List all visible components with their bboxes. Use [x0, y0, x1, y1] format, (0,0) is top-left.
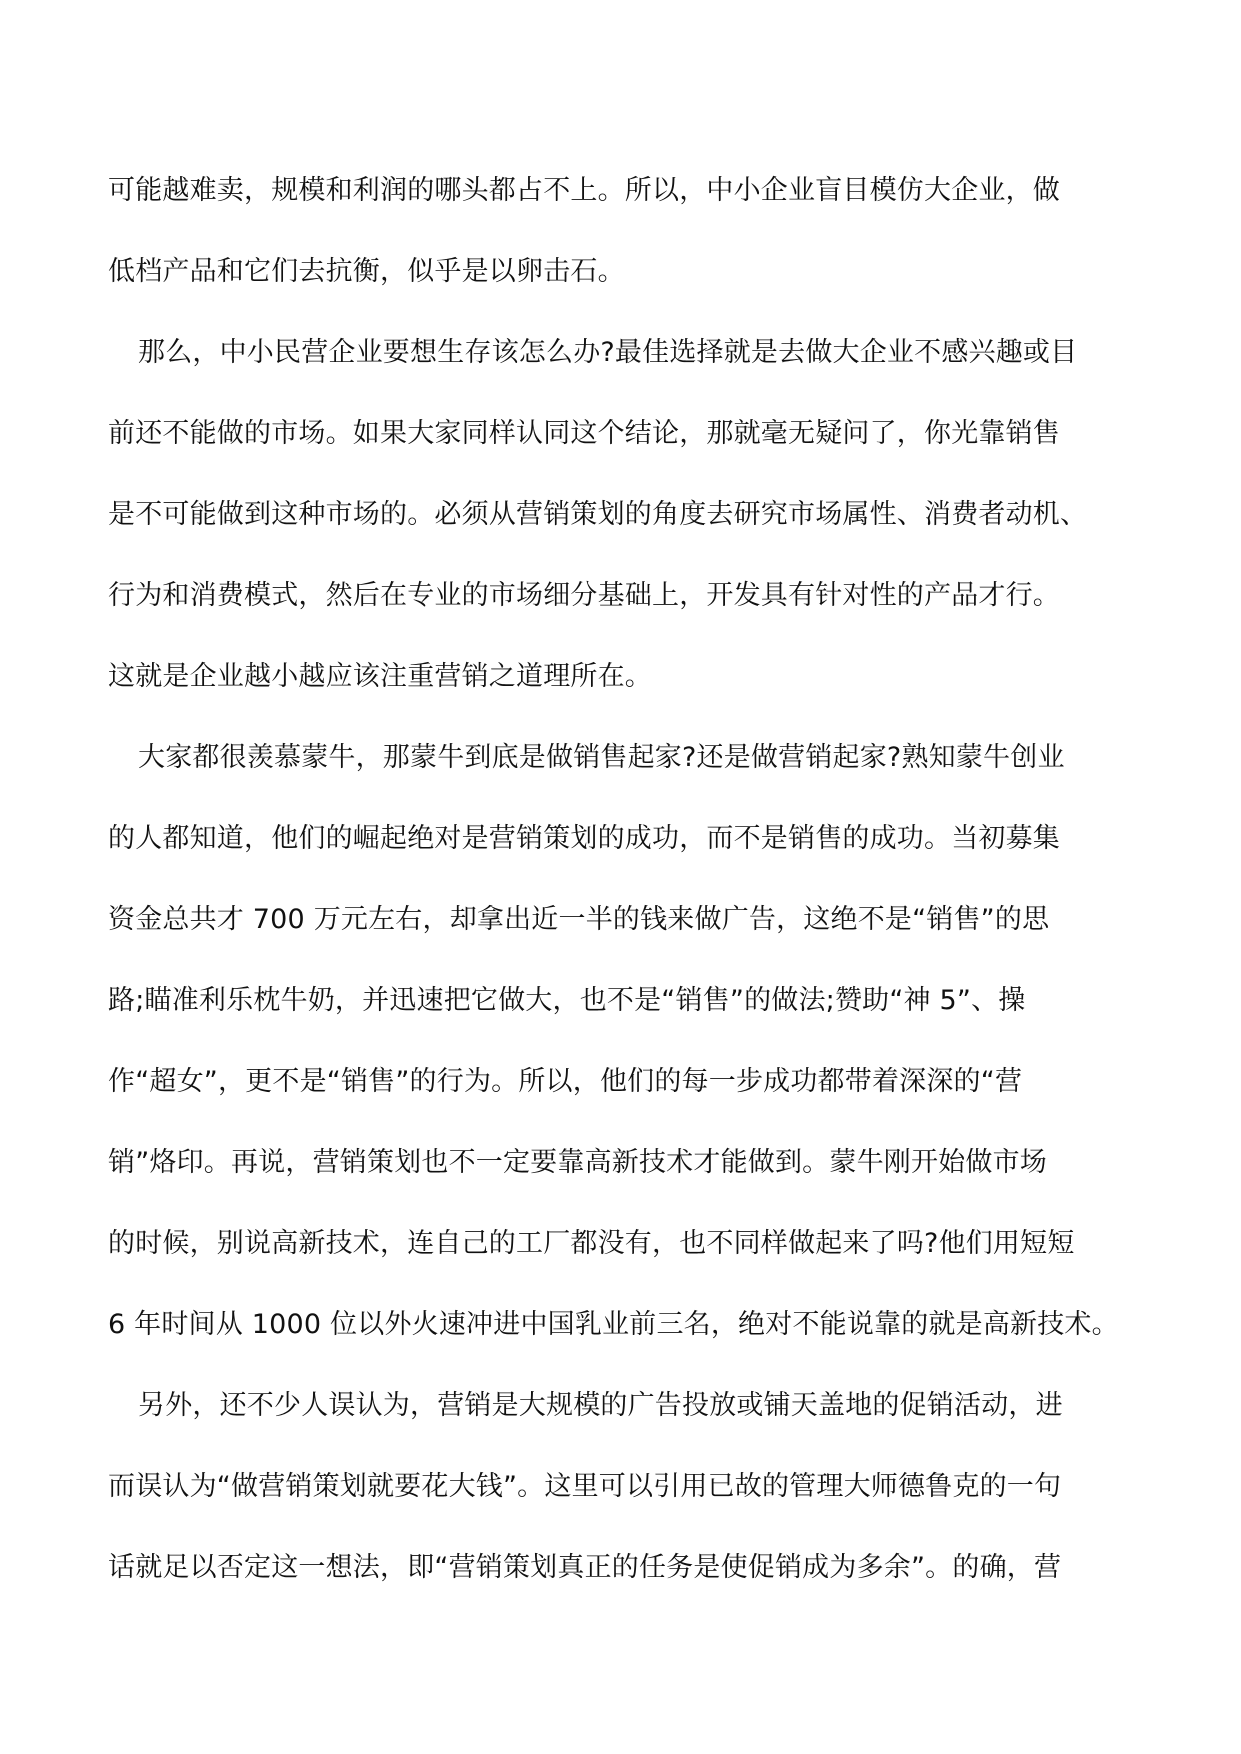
- text-line: 而误认为“做营销策划就要花大钱”。这里可以引用已故的管理大师德鲁克的一句: [108, 1471, 1062, 1502]
- text-line: 前还不能做的市场。如果大家同样认同这个结论，那就毫无疑问了，你光靠销售: [108, 418, 1060, 449]
- text-line: 可能越难卖，规模和利润的哪头都占不上。所以，中小企业盲目模仿大企业，做: [108, 175, 1060, 206]
- paragraph-start-line: 另外，还不少人误认为，营销是大规模的广告投放或铺天盖地的促销活动，进: [138, 1390, 1063, 1421]
- paragraph-start-line: 大家都很羡慕蒙牛，那蒙牛到底是做销售起家?还是做营销起家?熟知蒙牛创业: [138, 742, 1065, 773]
- text-line: 资金总共才 700 万元左右，却拿出近一半的钱来做广告，这绝不是“销售”的思: [108, 904, 1050, 935]
- text-line: 话就足以否定这一想法，即“营销策划真正的任务是使促销成为多余”。的确，营: [108, 1552, 1062, 1583]
- text-line: 的人都知道，他们的崛起绝对是营销策划的成功，而不是销售的成功。当初募集: [108, 823, 1060, 854]
- text-line: 的时候，别说高新技术，连自己的工厂都没有，也不同样做起来了吗?他们用短短: [108, 1228, 1075, 1259]
- text-line: 低档产品和它们去抗衡，似乎是以卵击石。: [108, 256, 625, 287]
- text-line: 路;瞄准利乐枕牛奶，并迅速把它做大，也不是“销售”的做法;赞助“神 5”、操: [108, 985, 1026, 1016]
- text-line: 是不可能做到这种市场的。必须从营销策划的角度去研究市场属性、消费者动机、: [108, 499, 1088, 530]
- text-line: 这就是企业越小越应该注重营销之道理所在。: [108, 661, 652, 692]
- text-line: 作“超女”，更不是“销售”的行为。所以，他们的每一步成功都带着深深的“营: [108, 1066, 1023, 1097]
- text-line: 行为和消费模式，然后在专业的市场细分基础上，开发具有针对性的产品才行。: [108, 580, 1060, 611]
- text-line: 销”烙印。再说，营销策划也不一定要靠高新技术才能做到。蒙牛刚开始做市场: [108, 1147, 1047, 1178]
- text-line: 6 年时间从 1000 位以外火速冲进中国乳业前三名，绝对不能说靠的就是高新技术。: [108, 1309, 1119, 1340]
- body-text: [108, 160, 1138, 1618]
- paragraph-start-line: 那么，中小民营企业要想生存该怎么办?最佳选择就是去做大企业不感兴趣或目: [138, 337, 1078, 368]
